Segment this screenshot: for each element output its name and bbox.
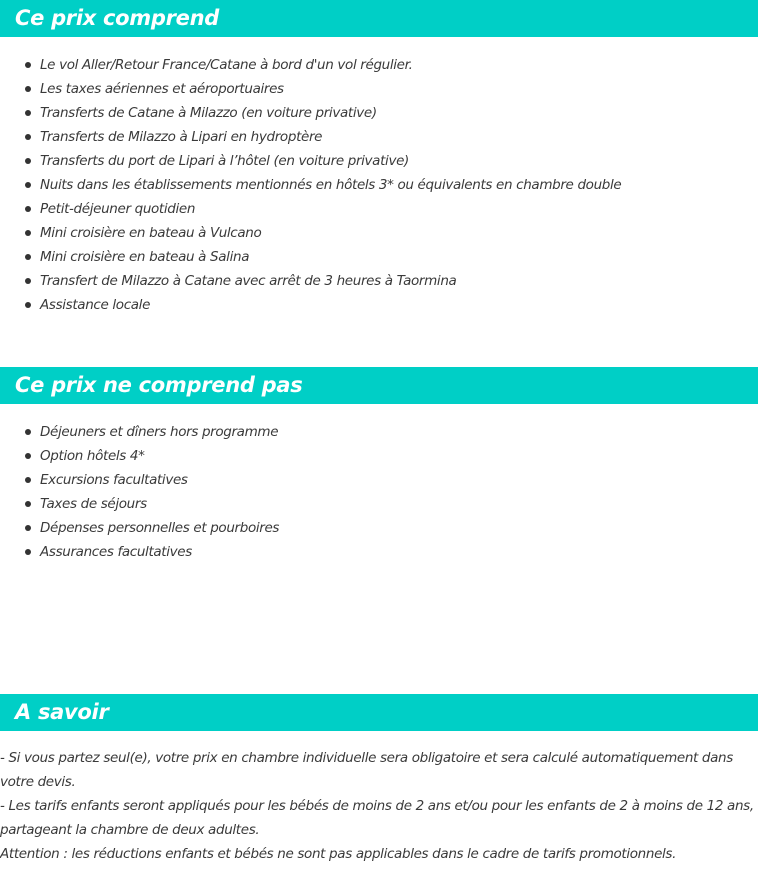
list-item: Mini croisière en bateau à Salina [0, 245, 740, 269]
list-item: Le vol Aller/Retour France/Catane à bord d'un vol régulier. [0, 53, 740, 77]
list-item: Dépenses personnelles et pourboires [0, 516, 740, 540]
includes-list [0, 53, 740, 317]
list-item: Assurances facultatives [0, 540, 740, 564]
info-header [0, 694, 758, 731]
list-item: Excursions facultatives [0, 468, 740, 492]
list-item: Les taxes aériennes et aéroportuaires [0, 77, 740, 101]
list-item: Assistance locale [0, 293, 740, 317]
includes-header [0, 0, 758, 37]
list-item: Déjeuners et dîners hors programme [0, 420, 740, 444]
list-item: Transferts de Milazzo à Lipari en hydroptère [0, 125, 740, 149]
list-item: Nuits dans les établissements mentionnés en hôtels 3* ou équivalents en chambre double [0, 173, 740, 197]
list-item: Option hôtels 4* [0, 444, 740, 468]
excludes-list [0, 420, 740, 564]
info-notes [0, 746, 756, 866]
list-item: Transferts de Catane à Milazzo (en voiture privative) [0, 101, 740, 125]
excludes-header [0, 367, 758, 404]
excludes-title: Ce prix ne comprend pas [15, 373, 303, 397]
list-item: Mini croisière en bateau à Vulcano [0, 221, 740, 245]
list-item: Taxes de séjours [0, 492, 740, 516]
info-paragraph: - Si vous partez seul(e), votre prix en chambre individuelle sera obligatoire et sera calculé automatiquement dans votre devis. [0, 750, 733, 790]
includes-title: Ce prix comprend [15, 6, 219, 30]
info-title: A savoir [15, 700, 109, 724]
info-paragraph: - Les tarifs enfants seront appliqués pour les bébés de moins de 2 ans et/ou pour les enfants de 2 à moins de 12 ans, partageant la chambre de deux adultes. [0, 798, 754, 838]
info-paragraph: Attention : les réductions enfants et bébés ne sont pas applicables dans le cadre de tarifs promotionnels. [0, 846, 677, 862]
list-item: Transferts du port de Lipari à l’hôtel (en voiture privative) [0, 149, 740, 173]
list-item: Petit-déjeuner quotidien [0, 197, 740, 221]
list-item: Transfert de Milazzo à Catane avec arrêt de 3 heures à Taormina [0, 269, 740, 293]
